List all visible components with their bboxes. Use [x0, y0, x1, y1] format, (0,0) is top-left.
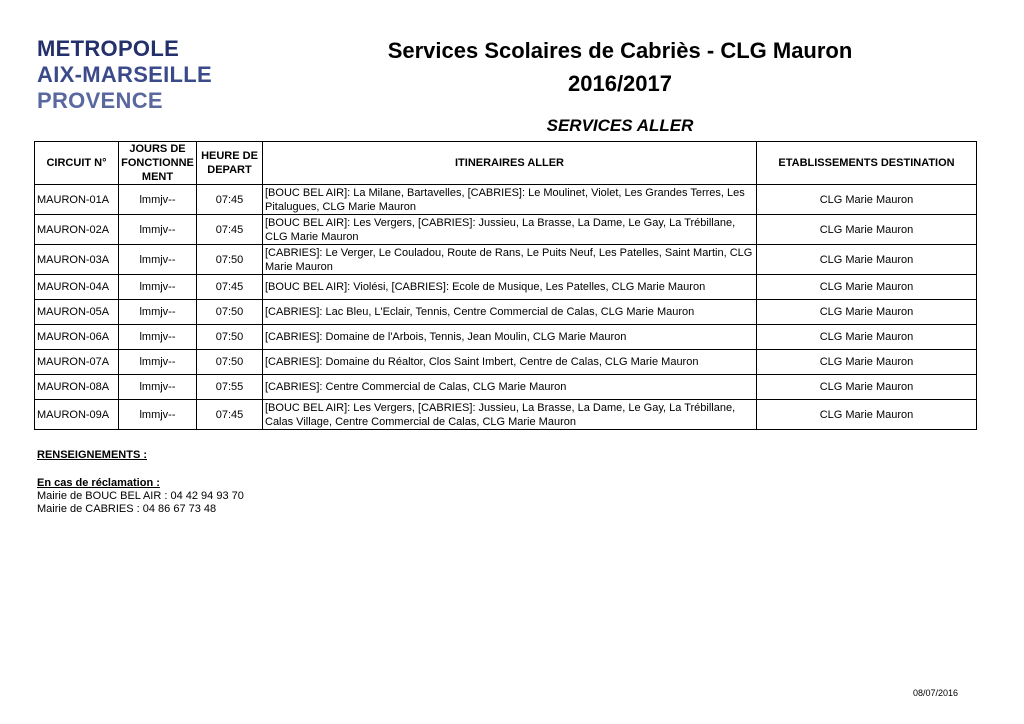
logo-line-3: PROVENCE [37, 88, 163, 113]
cell-circuit: MAURON-09A [35, 400, 119, 430]
cell-jours: lmmjv-- [119, 300, 197, 325]
cell-heure: 07:45 [197, 275, 263, 300]
cell-heure: 07:45 [197, 185, 263, 215]
cell-etablissement: CLG Marie Mauron [757, 300, 977, 325]
cell-jours: lmmjv-- [119, 275, 197, 300]
cell-jours: lmmjv-- [119, 375, 197, 400]
header-etablissements: ETABLISSEMENTS DESTINATION [757, 142, 977, 185]
logo-line-2: AIX-MARSEILLE [37, 62, 213, 87]
cell-jours: lmmjv-- [119, 400, 197, 430]
cell-itineraire: [CABRIES]: Le Verger, Le Couladou, Route de Rans, Le Puits Neuf, Les Patelles, Saint Martin, CLG Marie Mauron [263, 245, 757, 275]
contact-cabries: Mairie de CABRIES : 04 86 67 73 48 [37, 503, 217, 515]
cell-heure: 07:50 [197, 300, 263, 325]
cell-itineraire: [BOUC BEL AIR]: La Milane, Bartavelles, [CABRIES]: Le Moulinet, Violet, Les Grandes Terres, Les Pitalugues, CLG Marie Mauron [263, 185, 757, 215]
footer-date: 08/07/2016 [912, 688, 958, 698]
logo-line-1: METROPOLE [37, 36, 180, 61]
cell-etablissement: CLG Marie Mauron [757, 275, 977, 300]
cell-itineraire: [BOUC BEL AIR]: Les Vergers, [CABRIES]: Jussieu, La Brasse, La Dame, Le Gay, La Trébillane, Calas Village, Centre Commercial de Calas, CLG Marie Mauron [263, 400, 757, 430]
cell-itineraire: [CABRIES]: Domaine de l'Arbois, Tennis, Jean Moulin, CLG Marie Mauron [263, 325, 757, 350]
info-heading: RENSEIGNEMENTS : [37, 449, 148, 461]
table-row [35, 185, 977, 215]
header-jours: JOURS DE FONCTIONNE MENT [119, 142, 197, 185]
cell-jours: lmmjv-- [119, 185, 197, 215]
cell-itineraire: [BOUC BEL AIR]: Violési, [CABRIES]: Ecole de Musique, Les Patelles, CLG Marie Mauron [263, 275, 757, 300]
cell-jours: lmmjv-- [119, 325, 197, 350]
cell-heure: 07:55 [197, 375, 263, 400]
table-row [35, 325, 977, 350]
cell-heure: 07:50 [197, 245, 263, 275]
page-year: 2016/2017 [568, 71, 672, 96]
cell-circuit: MAURON-03A [35, 245, 119, 275]
cell-etablissement: CLG Marie Mauron [757, 215, 977, 245]
contact-bouc-bel-air: Mairie de BOUC BEL AIR : 04 42 94 93 70 [37, 490, 244, 502]
cell-etablissement: CLG Marie Mauron [757, 185, 977, 215]
cell-jours: lmmjv-- [119, 350, 197, 375]
cell-heure: 07:50 [197, 325, 263, 350]
cell-circuit: MAURON-02A [35, 215, 119, 245]
cell-circuit: MAURON-06A [35, 325, 119, 350]
table-header-row [35, 142, 977, 185]
cell-circuit: MAURON-01A [35, 185, 119, 215]
table-row [35, 350, 977, 375]
cell-heure: 07:50 [197, 350, 263, 375]
cell-etablissement: CLG Marie Mauron [757, 325, 977, 350]
header-heure: HEURE DE DEPART [197, 142, 263, 185]
metropole-logo [37, 36, 221, 114]
cell-jours: lmmjv-- [119, 215, 197, 245]
cell-etablissement: CLG Marie Mauron [757, 350, 977, 375]
cell-circuit: MAURON-04A [35, 275, 119, 300]
page-title: Services Scolaires de Cabriès - CLG Mauron [387, 38, 853, 63]
page-subtitle: SERVICES ALLER [546, 116, 694, 135]
cell-etablissement: CLG Marie Mauron [757, 375, 977, 400]
header-itineraires: ITINERAIRES ALLER [263, 142, 757, 185]
table-row [35, 215, 977, 245]
cell-itineraire: [CABRIES]: Lac Bleu, L'Eclair, Tennis, Centre Commercial de Calas, CLG Marie Mauron [263, 300, 757, 325]
table-row [35, 300, 977, 325]
header-circuit: CIRCUIT N° [35, 142, 119, 185]
cell-jours: lmmjv-- [119, 245, 197, 275]
table-row [35, 375, 977, 400]
cell-circuit: MAURON-08A [35, 375, 119, 400]
reclamation-label: En cas de réclamation : [37, 477, 160, 489]
cell-heure: 07:45 [197, 400, 263, 430]
cell-circuit: MAURON-05A [35, 300, 119, 325]
table-row [35, 400, 977, 430]
cell-itineraire: [BOUC BEL AIR]: Les Vergers, [CABRIES]: Jussieu, La Brasse, La Dame, Le Gay, La Trébillane, CLG Marie Mauron [263, 215, 757, 245]
table-row [35, 245, 977, 275]
cell-itineraire: [CABRIES]: Domaine du Réaltor, Clos Saint Imbert, Centre de Calas, CLG Marie Mauron [263, 350, 757, 375]
cell-etablissement: CLG Marie Mauron [757, 400, 977, 430]
table-row [35, 275, 977, 300]
cell-heure: 07:45 [197, 215, 263, 245]
cell-itineraire: [CABRIES]: Centre Commercial de Calas, CLG Marie Mauron [263, 375, 757, 400]
cell-etablissement: CLG Marie Mauron [757, 245, 977, 275]
cell-circuit: MAURON-07A [35, 350, 119, 375]
services-table [34, 141, 977, 430]
